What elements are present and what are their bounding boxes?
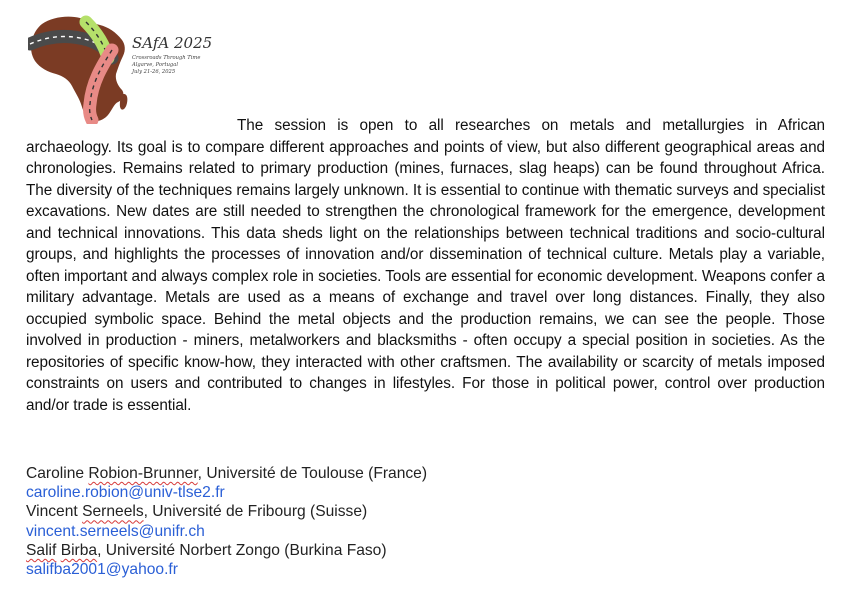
organizer-2-first-name: Vincent <box>26 503 78 521</box>
organizer-3 <box>26 541 427 560</box>
logo-title: SAfA 2025 <box>132 34 213 52</box>
organizer-1 <box>26 464 427 483</box>
organizer-2-surname: Serneels <box>82 503 144 521</box>
organizer-3-first-name: Salif <box>26 541 57 559</box>
organizer-3-affiliation: , Université Norbert Zongo (Burkina Faso) <box>97 541 387 559</box>
organizer-3-email-link[interactable]: salifba2001@yahoo.fr <box>26 561 178 579</box>
africa-map-icon <box>28 14 133 124</box>
organizer-3-surname: Birba <box>60 541 98 559</box>
logo-location: Algarve, Portugal <box>132 62 178 68</box>
safa-2025-logo <box>28 14 228 124</box>
logo-tagline: Crossroads Through Time <box>132 55 201 61</box>
organizer-2-email-link[interactable]: vincent.serneels@unifr.ch <box>26 522 205 540</box>
logo-dates: July 21-26, 2025 <box>132 69 176 75</box>
organizer-1-email-link[interactable]: caroline.robion@univ-tlse2.fr <box>26 484 225 502</box>
organizer-1-surname: Robion-Brunner <box>88 465 198 482</box>
organizer-2-affiliation: , Université de Fribourg (Suisse) <box>143 503 368 521</box>
organizer-contacts <box>26 464 427 579</box>
organizer-2 <box>26 502 427 521</box>
session-abstract: The session is open to all researches on metals and metallurgies in African archaeology. Its goal is to compare different approaches and points of view, but also different geographical areas and chronologies. Remains related to primary production (mines, furnaces, slag heaps) can be found throughout Africa. The diversity of the techniques remains largely unknown. It is essential to continue with thematic surveys and specialist excavations. New dates are still needed to strengthen the chronological framework for the emergence, development and technical innovations. This data sheds light on the relationships between technical traditions and socio-cultural groups, and highlights the processes of innovation and/or dissemination of technical culture. Metals play a variable, often important and always complex role in societies. Tools are essential for economic development. Weapons confer a military advantage. Metals are used as a means of exchange and travel over long distances. Finally, they also occupied symbolic space. Behind the metal objects and the production remains, we can see the people. Those involved in production - miners, metalworkers and blacksmiths - often occupy a special position in societies. As the repositories of specific know-how, they interacted with other craftsmen. The availability or scarcity of metals imposed constraints on users and contributed to changes in lifestyles. For those in political power, control over production and/or trade is essential. <box>26 117 825 414</box>
organizer-1-first-name: Caroline <box>26 465 85 482</box>
organizer-1-affiliation: , Université de Toulouse (France) <box>197 465 428 482</box>
